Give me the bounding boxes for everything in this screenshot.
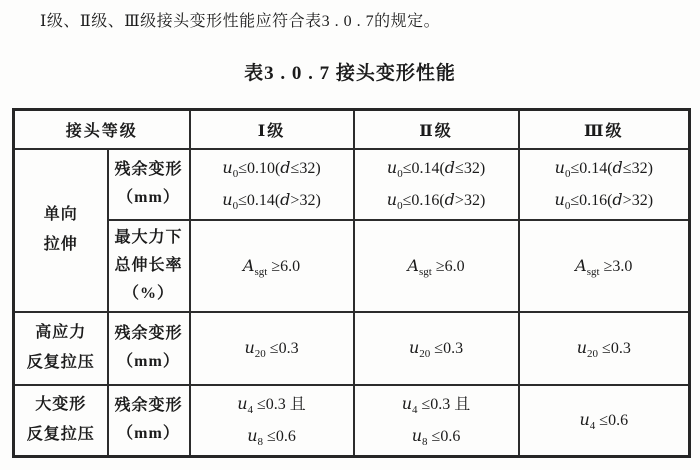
row-high-stress-cyclic bbox=[14, 312, 690, 385]
value-cell-grade2 bbox=[354, 385, 519, 457]
item-label-line: （mm） bbox=[117, 353, 180, 370]
item-label-line: 总伸长率 bbox=[114, 256, 183, 274]
value-cell-grade3 bbox=[519, 312, 690, 385]
header-grade-3: Ⅲ级 bbox=[519, 110, 690, 149]
value-cell-grade2 bbox=[354, 149, 519, 220]
item-label-line: （%） bbox=[123, 284, 175, 302]
formula-line: $u_8 \le 0.6$ bbox=[247, 426, 296, 449]
group-label-line: 大变形 bbox=[35, 396, 87, 414]
header-grade-1: Ⅰ级 bbox=[190, 110, 354, 149]
row-large-deformation-cyclic bbox=[14, 385, 690, 457]
formula-line: $u_0\le 0.14(d>32)$ bbox=[222, 190, 321, 213]
value-cell-grade3 bbox=[519, 220, 690, 312]
value-cell-grade2 bbox=[354, 312, 519, 385]
formula-line: $u_{20} \le 0.3$ bbox=[576, 338, 631, 361]
formula-line: $A_{sgt} \ge 6.0$ bbox=[407, 255, 465, 278]
group-label-line: 单向 bbox=[43, 206, 78, 223]
formula-line: $u_0\le 0.16(d>32)$ bbox=[386, 190, 486, 213]
value-cell-grade2 bbox=[354, 220, 519, 312]
item-label-line: 残余变形 bbox=[114, 397, 183, 415]
item-label-total-elongation bbox=[108, 220, 190, 312]
formula-line: $u_0\le 0.16(d>32)$ bbox=[554, 190, 654, 213]
formula-line: $u_4 \le 0.3$ 且 bbox=[237, 394, 306, 417]
formula-line: $u_{20} \le 0.3$ bbox=[244, 338, 299, 361]
table-title: 表3 . 0 . 7 接头变形性能 bbox=[244, 63, 456, 84]
row-uniaxial-residual-deformation bbox=[14, 149, 690, 220]
formula-line: $u_{20} \le 0.3$ bbox=[408, 338, 464, 361]
table-header-row bbox=[14, 110, 690, 149]
header-joint-grade: 接头等级 bbox=[14, 110, 190, 149]
header-grade-2: Ⅱ级 bbox=[354, 110, 519, 149]
formula-line: $A_{sgt} \ge 6.0$ bbox=[242, 255, 301, 278]
value-cell-grade1 bbox=[190, 312, 354, 385]
item-label-line: （mm） bbox=[117, 425, 180, 443]
group-label-uniaxial-tension bbox=[14, 149, 108, 312]
formula-line: $u_8 \le 0.6$ bbox=[411, 426, 461, 449]
item-label-residual-deformation bbox=[108, 312, 190, 385]
row-total-elongation bbox=[14, 220, 690, 312]
value-cell-grade1 bbox=[190, 385, 354, 457]
value-cell-grade1 bbox=[190, 220, 354, 312]
group-label-line: 反复拉压 bbox=[26, 354, 95, 371]
group-label-line: 反复拉压 bbox=[26, 426, 95, 444]
group-label-line: 高应力 bbox=[35, 324, 87, 341]
value-cell-grade3 bbox=[519, 385, 690, 457]
item-label-line: 最大力下 bbox=[114, 228, 183, 246]
formula-line: $u_0\le 0.10(d\le 32)$ bbox=[222, 158, 321, 181]
formula-line: $A_{sgt} \ge 3.0$ bbox=[575, 255, 633, 278]
value-cell-grade3 bbox=[519, 149, 690, 220]
item-label-residual-deformation bbox=[108, 149, 190, 220]
group-label-line: 拉伸 bbox=[43, 236, 78, 253]
item-label-line: 残余变形 bbox=[114, 325, 183, 342]
item-label-line: （mm） bbox=[117, 189, 180, 206]
formula-line: $u_0\le 0.14(d\le 32)$ bbox=[554, 158, 653, 181]
formula-line: $u_4 \le 0.3$ 且 bbox=[401, 394, 471, 417]
formula-line: $u_4 \le 0.6$ bbox=[579, 410, 629, 433]
item-label-line: 残余变形 bbox=[114, 161, 183, 178]
joint-deformation-table bbox=[12, 108, 691, 458]
value-cell-grade1 bbox=[190, 149, 354, 220]
formula-line: $u_0\le 0.14(d\le 32)$ bbox=[386, 158, 486, 181]
group-label-large-deformation-cyclic bbox=[14, 385, 108, 457]
intro-paragraph: Ⅰ级、Ⅱ级、Ⅲ级接头变形性能应符合表3 . 0 . 7的规定。 bbox=[40, 13, 441, 30]
group-label-high-stress-cyclic bbox=[14, 312, 108, 385]
item-label-residual-deformation bbox=[108, 385, 190, 457]
